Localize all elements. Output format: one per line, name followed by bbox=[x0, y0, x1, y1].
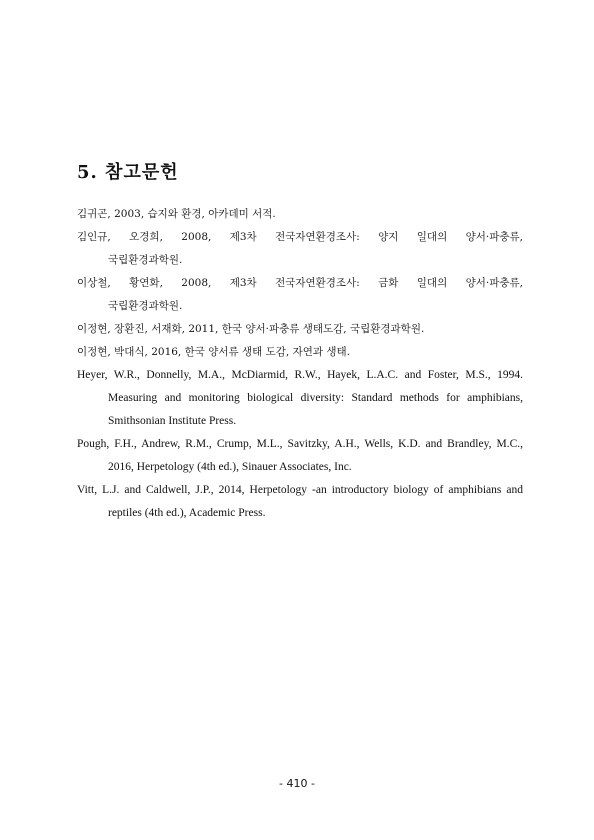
reference-continuation: Smithsonian Institute Press. bbox=[108, 415, 237, 427]
reference-item bbox=[77, 433, 523, 479]
reference-continuation: 국립환경과학원. bbox=[108, 300, 183, 312]
reference-line: 김인규, 오경희, 2008, 제3차 전국자연환경조사: 양지 일대의 양서·파충류, bbox=[77, 231, 523, 243]
reference-continuation: 국립환경과학원. bbox=[108, 254, 183, 266]
reference-line: 이상철, 황연화, 2008, 제3차 전국자연환경조사: 금화 일대의 양서·파충류, bbox=[77, 277, 523, 289]
reference-continuation: Measuring and monitoring biological diversity: Standard methods for amphibians, bbox=[108, 392, 523, 404]
page-number: - 410 - bbox=[279, 777, 315, 790]
reference-item bbox=[77, 318, 523, 341]
reference-list bbox=[77, 203, 523, 525]
reference-line: 김귀곤, 2003, 습지와 환경, 아카데미 서적. bbox=[77, 208, 276, 220]
reference-item bbox=[77, 272, 523, 318]
reference-item bbox=[77, 203, 523, 226]
reference-continuation: 2016, Herpetology (4th ed.), Sinauer Associates, Inc. bbox=[108, 461, 352, 473]
reference-line: 이정현, 장환진, 서재화, 2011, 한국 양서·파충류 생태도감, 국립환경과학원. bbox=[77, 323, 425, 335]
reference-item bbox=[77, 364, 523, 433]
reference-line: Heyer, W.R., Donnelly, M.A., McDiarmid, R.W., Hayek, L.A.C. and Foster, M.S., 1994. bbox=[77, 369, 523, 381]
reference-item bbox=[77, 479, 523, 525]
reference-line: 이정현, 박대식, 2016, 한국 양서류 생태 도감, 자연과 생태. bbox=[77, 346, 350, 358]
reference-item bbox=[77, 341, 523, 364]
reference-item bbox=[77, 226, 523, 272]
reference-continuation: reptiles (4th ed.), Academic Press. bbox=[108, 507, 266, 519]
reference-line: Pough, F.H., Andrew, R.M., Crump, M.L., Savitzky, A.H., Wells, K.D. and Brandley, M.C., bbox=[77, 438, 523, 450]
reference-line: Vitt, L.J. and Caldwell, J.P., 2014, Herpetology -an introductory biology of amphibians and bbox=[77, 484, 523, 496]
section-title: 5. 참고문헌 bbox=[77, 162, 179, 183]
